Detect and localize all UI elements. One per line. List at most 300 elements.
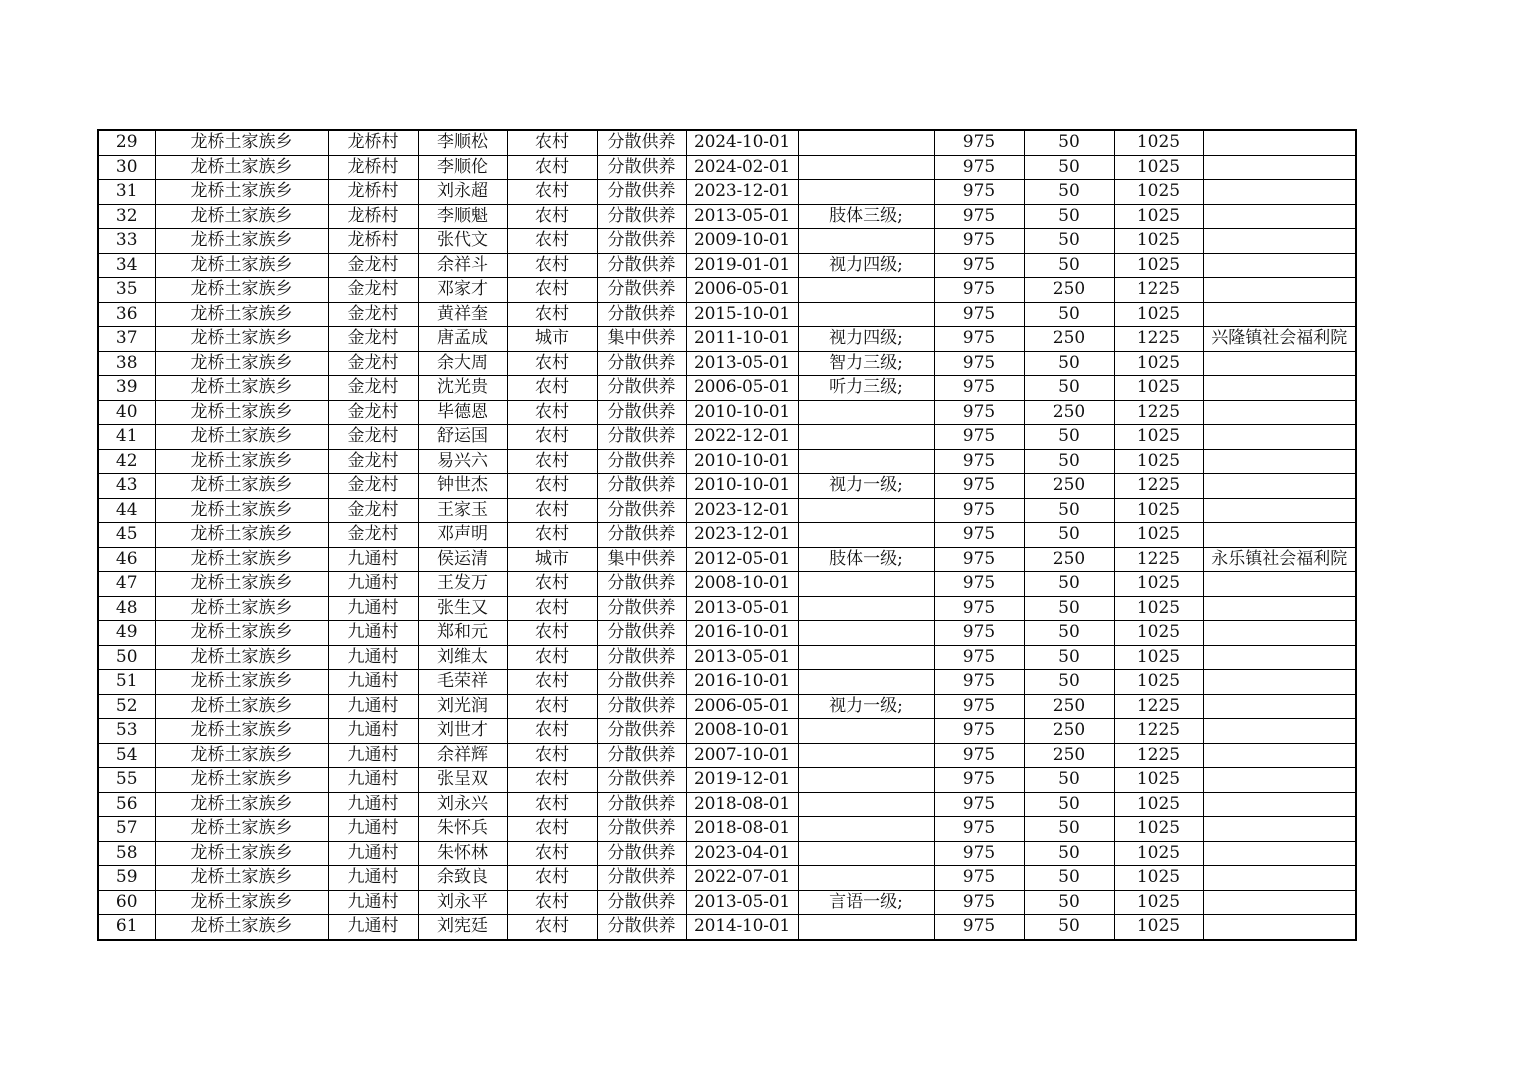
table-row	[98, 204, 1356, 229]
support-type-cell: 分散供养	[597, 621, 686, 646]
disability-cell: 言语一级;	[798, 890, 934, 915]
amount-base-cell: 975	[934, 743, 1024, 768]
support-type-cell: 分散供养	[597, 474, 686, 499]
household-cell: 农村	[507, 621, 597, 646]
disability-cell	[798, 572, 934, 597]
note-cell	[1203, 449, 1356, 474]
index-cell: 60	[98, 890, 155, 915]
table-row	[98, 351, 1356, 376]
amount-extra-cell: 50	[1024, 130, 1114, 155]
note-cell	[1203, 841, 1356, 866]
support-type-cell: 分散供养	[597, 425, 686, 450]
total-cell: 1225	[1114, 719, 1203, 744]
disability-cell: 视力四级;	[798, 253, 934, 278]
support-type-cell: 分散供养	[597, 400, 686, 425]
table-row	[98, 278, 1356, 303]
household-cell: 农村	[507, 400, 597, 425]
support-type-cell: 分散供养	[597, 204, 686, 229]
total-cell: 1025	[1114, 670, 1203, 695]
township-cell: 龙桥土家族乡	[155, 204, 328, 229]
date-cell: 2022-07-01	[686, 866, 798, 891]
name-cell: 张代文	[418, 229, 507, 254]
amount-extra-cell: 50	[1024, 180, 1114, 205]
village-cell: 金龙村	[328, 400, 418, 425]
name-cell: 刘世才	[418, 719, 507, 744]
name-cell: 张呈双	[418, 768, 507, 793]
village-cell: 龙桥村	[328, 229, 418, 254]
village-cell: 金龙村	[328, 498, 418, 523]
index-cell: 49	[98, 621, 155, 646]
support-type-cell: 分散供养	[597, 890, 686, 915]
support-type-cell: 分散供养	[597, 253, 686, 278]
village-cell: 金龙村	[328, 278, 418, 303]
amount-extra-cell: 50	[1024, 670, 1114, 695]
village-cell: 九通村	[328, 841, 418, 866]
township-cell: 龙桥土家族乡	[155, 253, 328, 278]
index-cell: 34	[98, 253, 155, 278]
township-cell: 龙桥土家族乡	[155, 400, 328, 425]
amount-base-cell: 975	[934, 204, 1024, 229]
household-cell: 农村	[507, 670, 597, 695]
date-cell: 2019-01-01	[686, 253, 798, 278]
note-cell	[1203, 278, 1356, 303]
amount-base-cell: 975	[934, 817, 1024, 842]
table-row	[98, 841, 1356, 866]
amount-base-cell: 975	[934, 768, 1024, 793]
amount-base-cell: 975	[934, 841, 1024, 866]
disability-cell	[798, 498, 934, 523]
note-cell	[1203, 351, 1356, 376]
date-cell: 2009-10-01	[686, 229, 798, 254]
township-cell: 龙桥土家族乡	[155, 449, 328, 474]
township-cell: 龙桥土家族乡	[155, 547, 328, 572]
amount-base-cell: 975	[934, 915, 1024, 940]
support-type-cell: 分散供养	[597, 130, 686, 155]
date-cell: 2012-05-01	[686, 547, 798, 572]
disability-cell	[798, 596, 934, 621]
table-row	[98, 180, 1356, 205]
support-type-cell: 分散供养	[597, 719, 686, 744]
name-cell: 易兴六	[418, 449, 507, 474]
township-cell: 龙桥土家族乡	[155, 180, 328, 205]
support-type-cell: 分散供养	[597, 792, 686, 817]
date-cell: 2018-08-01	[686, 792, 798, 817]
name-cell: 李顺松	[418, 130, 507, 155]
amount-base-cell: 975	[934, 498, 1024, 523]
index-cell: 29	[98, 130, 155, 155]
household-cell: 农村	[507, 351, 597, 376]
date-cell: 2010-10-01	[686, 400, 798, 425]
total-cell: 1225	[1114, 743, 1203, 768]
date-cell: 2013-05-01	[686, 596, 798, 621]
index-cell: 46	[98, 547, 155, 572]
support-type-cell: 分散供养	[597, 376, 686, 401]
table-row	[98, 376, 1356, 401]
note-cell	[1203, 890, 1356, 915]
total-cell: 1025	[1114, 866, 1203, 891]
total-cell: 1025	[1114, 841, 1203, 866]
village-cell: 九通村	[328, 670, 418, 695]
amount-extra-cell: 50	[1024, 645, 1114, 670]
total-cell: 1225	[1114, 400, 1203, 425]
total-cell: 1025	[1114, 155, 1203, 180]
note-cell	[1203, 302, 1356, 327]
village-cell: 九通村	[328, 572, 418, 597]
township-cell: 龙桥土家族乡	[155, 743, 328, 768]
index-cell: 56	[98, 792, 155, 817]
name-cell: 余祥辉	[418, 743, 507, 768]
note-cell	[1203, 425, 1356, 450]
township-cell: 龙桥土家族乡	[155, 596, 328, 621]
household-cell: 农村	[507, 278, 597, 303]
note-cell	[1203, 915, 1356, 940]
amount-extra-cell: 50	[1024, 523, 1114, 548]
township-cell: 龙桥土家族乡	[155, 302, 328, 327]
table-row	[98, 400, 1356, 425]
index-cell: 59	[98, 866, 155, 891]
index-cell: 33	[98, 229, 155, 254]
index-cell: 32	[98, 204, 155, 229]
amount-extra-cell: 50	[1024, 817, 1114, 842]
table-row	[98, 253, 1356, 278]
amount-extra-cell: 250	[1024, 719, 1114, 744]
date-cell: 2019-12-01	[686, 768, 798, 793]
index-cell: 37	[98, 327, 155, 352]
total-cell: 1225	[1114, 547, 1203, 572]
disability-cell	[798, 400, 934, 425]
amount-extra-cell: 250	[1024, 694, 1114, 719]
date-cell: 2010-10-01	[686, 474, 798, 499]
household-cell: 农村	[507, 890, 597, 915]
village-cell: 金龙村	[328, 351, 418, 376]
date-cell: 2023-04-01	[686, 841, 798, 866]
support-type-cell: 分散供养	[597, 572, 686, 597]
name-cell: 刘维太	[418, 645, 507, 670]
amount-extra-cell: 250	[1024, 278, 1114, 303]
date-cell: 2023-12-01	[686, 523, 798, 548]
household-cell: 农村	[507, 915, 597, 940]
support-recipient-table	[97, 129, 1357, 941]
date-cell: 2013-05-01	[686, 351, 798, 376]
household-cell: 农村	[507, 474, 597, 499]
total-cell: 1225	[1114, 278, 1203, 303]
note-cell	[1203, 400, 1356, 425]
name-cell: 邓家才	[418, 278, 507, 303]
disability-cell	[798, 302, 934, 327]
table-row	[98, 621, 1356, 646]
disability-cell	[798, 180, 934, 205]
support-type-cell: 分散供养	[597, 351, 686, 376]
village-cell: 金龙村	[328, 376, 418, 401]
table-row	[98, 792, 1356, 817]
support-type-cell: 分散供养	[597, 645, 686, 670]
total-cell: 1025	[1114, 890, 1203, 915]
disability-cell	[798, 670, 934, 695]
village-cell: 金龙村	[328, 425, 418, 450]
amount-extra-cell: 50	[1024, 890, 1114, 915]
table-row	[98, 866, 1356, 891]
disability-cell	[798, 915, 934, 940]
table-row	[98, 596, 1356, 621]
name-cell: 唐孟成	[418, 327, 507, 352]
table-row	[98, 130, 1356, 155]
support-type-cell: 分散供养	[597, 180, 686, 205]
note-cell	[1203, 253, 1356, 278]
township-cell: 龙桥土家族乡	[155, 841, 328, 866]
disability-cell	[798, 866, 934, 891]
support-type-cell: 分散供养	[597, 302, 686, 327]
note-cell	[1203, 130, 1356, 155]
date-cell: 2022-12-01	[686, 425, 798, 450]
village-cell: 龙桥村	[328, 180, 418, 205]
amount-base-cell: 975	[934, 719, 1024, 744]
note-cell	[1203, 474, 1356, 499]
village-cell: 九通村	[328, 817, 418, 842]
village-cell: 九通村	[328, 645, 418, 670]
support-type-cell: 集中供养	[597, 547, 686, 572]
amount-base-cell: 975	[934, 425, 1024, 450]
note-cell	[1203, 694, 1356, 719]
total-cell: 1025	[1114, 523, 1203, 548]
name-cell: 舒运国	[418, 425, 507, 450]
name-cell: 刘宪廷	[418, 915, 507, 940]
note-cell	[1203, 523, 1356, 548]
index-cell: 42	[98, 449, 155, 474]
township-cell: 龙桥土家族乡	[155, 670, 328, 695]
amount-extra-cell: 50	[1024, 155, 1114, 180]
support-type-cell: 分散供养	[597, 278, 686, 303]
total-cell: 1025	[1114, 645, 1203, 670]
village-cell: 九通村	[328, 915, 418, 940]
village-cell: 金龙村	[328, 449, 418, 474]
amount-base-cell: 975	[934, 572, 1024, 597]
disability-cell: 智力三级;	[798, 351, 934, 376]
total-cell: 1025	[1114, 204, 1203, 229]
village-cell: 九通村	[328, 719, 418, 744]
household-cell: 农村	[507, 425, 597, 450]
household-cell: 农村	[507, 229, 597, 254]
amount-base-cell: 975	[934, 376, 1024, 401]
support-type-cell: 分散供养	[597, 866, 686, 891]
index-cell: 43	[98, 474, 155, 499]
name-cell: 沈光贵	[418, 376, 507, 401]
note-cell	[1203, 229, 1356, 254]
total-cell: 1025	[1114, 449, 1203, 474]
total-cell: 1225	[1114, 327, 1203, 352]
village-cell: 龙桥村	[328, 155, 418, 180]
total-cell: 1025	[1114, 498, 1203, 523]
township-cell: 龙桥土家族乡	[155, 768, 328, 793]
village-cell: 九通村	[328, 596, 418, 621]
amount-base-cell: 975	[934, 229, 1024, 254]
table-row	[98, 302, 1356, 327]
village-cell: 金龙村	[328, 474, 418, 499]
index-cell: 40	[98, 400, 155, 425]
note-cell	[1203, 572, 1356, 597]
township-cell: 龙桥土家族乡	[155, 719, 328, 744]
household-cell: 农村	[507, 645, 597, 670]
township-cell: 龙桥土家族乡	[155, 474, 328, 499]
amount-base-cell: 975	[934, 327, 1024, 352]
index-cell: 53	[98, 719, 155, 744]
village-cell: 九通村	[328, 890, 418, 915]
disability-cell: 视力一级;	[798, 474, 934, 499]
date-cell: 2006-05-01	[686, 694, 798, 719]
date-cell: 2024-02-01	[686, 155, 798, 180]
township-cell: 龙桥土家族乡	[155, 130, 328, 155]
household-cell: 城市	[507, 547, 597, 572]
date-cell: 2013-05-01	[686, 645, 798, 670]
index-cell: 45	[98, 523, 155, 548]
amount-base-cell: 975	[934, 694, 1024, 719]
household-cell: 农村	[507, 866, 597, 891]
village-cell: 金龙村	[328, 302, 418, 327]
date-cell: 2010-10-01	[686, 449, 798, 474]
name-cell: 毕德恩	[418, 400, 507, 425]
table-row	[98, 890, 1356, 915]
table-row	[98, 694, 1356, 719]
support-type-cell: 分散供养	[597, 743, 686, 768]
disability-cell	[798, 817, 934, 842]
household-cell: 农村	[507, 694, 597, 719]
amount-extra-cell: 50	[1024, 915, 1114, 940]
village-cell: 九通村	[328, 743, 418, 768]
township-cell: 龙桥土家族乡	[155, 645, 328, 670]
date-cell: 2008-10-01	[686, 572, 798, 597]
amount-extra-cell: 250	[1024, 547, 1114, 572]
household-cell: 农村	[507, 302, 597, 327]
disability-cell	[798, 792, 934, 817]
date-cell: 2008-10-01	[686, 719, 798, 744]
total-cell: 1025	[1114, 302, 1203, 327]
note-cell	[1203, 792, 1356, 817]
index-cell: 52	[98, 694, 155, 719]
note-cell	[1203, 596, 1356, 621]
note-cell: 永乐镇社会福利院	[1203, 547, 1356, 572]
table-row	[98, 425, 1356, 450]
total-cell: 1025	[1114, 351, 1203, 376]
village-cell: 九通村	[328, 768, 418, 793]
date-cell: 2013-05-01	[686, 204, 798, 229]
name-cell: 刘永平	[418, 890, 507, 915]
disability-cell: 肢体一级;	[798, 547, 934, 572]
table-row	[98, 670, 1356, 695]
amount-base-cell: 975	[934, 890, 1024, 915]
township-cell: 龙桥土家族乡	[155, 572, 328, 597]
index-cell: 31	[98, 180, 155, 205]
township-cell: 龙桥土家族乡	[155, 817, 328, 842]
table-row	[98, 449, 1356, 474]
table-row	[98, 817, 1356, 842]
amount-extra-cell: 50	[1024, 229, 1114, 254]
village-cell: 九通村	[328, 694, 418, 719]
note-cell	[1203, 719, 1356, 744]
note-cell	[1203, 768, 1356, 793]
amount-extra-cell: 50	[1024, 841, 1114, 866]
total-cell: 1025	[1114, 425, 1203, 450]
note-cell	[1203, 621, 1356, 646]
total-cell: 1025	[1114, 572, 1203, 597]
disability-cell	[798, 743, 934, 768]
amount-extra-cell: 50	[1024, 449, 1114, 474]
name-cell: 朱怀兵	[418, 817, 507, 842]
table-row	[98, 523, 1356, 548]
disability-cell	[798, 523, 934, 548]
amount-base-cell: 975	[934, 596, 1024, 621]
village-cell: 龙桥村	[328, 130, 418, 155]
name-cell: 刘永超	[418, 180, 507, 205]
amount-base-cell: 975	[934, 180, 1024, 205]
total-cell: 1025	[1114, 180, 1203, 205]
household-cell: 农村	[507, 155, 597, 180]
name-cell: 刘光润	[418, 694, 507, 719]
amount-base-cell: 975	[934, 253, 1024, 278]
household-cell: 农村	[507, 841, 597, 866]
name-cell: 王家玉	[418, 498, 507, 523]
amount-base-cell: 975	[934, 523, 1024, 548]
index-cell: 36	[98, 302, 155, 327]
note-cell	[1203, 743, 1356, 768]
note-cell	[1203, 866, 1356, 891]
date-cell: 2016-10-01	[686, 621, 798, 646]
note-cell: 兴隆镇社会福利院	[1203, 327, 1356, 352]
disability-cell	[798, 841, 934, 866]
date-cell: 2013-05-01	[686, 890, 798, 915]
household-cell: 农村	[507, 572, 597, 597]
amount-base-cell: 975	[934, 351, 1024, 376]
township-cell: 龙桥土家族乡	[155, 694, 328, 719]
household-cell: 农村	[507, 180, 597, 205]
index-cell: 44	[98, 498, 155, 523]
table-row	[98, 498, 1356, 523]
date-cell: 2016-10-01	[686, 670, 798, 695]
table-row	[98, 743, 1356, 768]
table-row	[98, 229, 1356, 254]
amount-base-cell: 975	[934, 547, 1024, 572]
amount-extra-cell: 50	[1024, 572, 1114, 597]
household-cell: 农村	[507, 498, 597, 523]
household-cell: 农村	[507, 523, 597, 548]
name-cell: 毛荣祥	[418, 670, 507, 695]
household-cell: 农村	[507, 719, 597, 744]
disability-cell: 视力四级;	[798, 327, 934, 352]
index-cell: 50	[98, 645, 155, 670]
township-cell: 龙桥土家族乡	[155, 376, 328, 401]
household-cell: 农村	[507, 376, 597, 401]
total-cell: 1025	[1114, 792, 1203, 817]
support-type-cell: 分散供养	[597, 915, 686, 940]
total-cell: 1025	[1114, 229, 1203, 254]
note-cell	[1203, 155, 1356, 180]
total-cell: 1225	[1114, 474, 1203, 499]
name-cell: 朱怀林	[418, 841, 507, 866]
township-cell: 龙桥土家族乡	[155, 621, 328, 646]
table-row	[98, 474, 1356, 499]
support-type-cell: 分散供养	[597, 670, 686, 695]
index-cell: 41	[98, 425, 155, 450]
table-row	[98, 572, 1356, 597]
name-cell: 郑和元	[418, 621, 507, 646]
name-cell: 李顺伦	[418, 155, 507, 180]
amount-extra-cell: 250	[1024, 474, 1114, 499]
date-cell: 2006-05-01	[686, 376, 798, 401]
township-cell: 龙桥土家族乡	[155, 351, 328, 376]
index-cell: 38	[98, 351, 155, 376]
disability-cell	[798, 621, 934, 646]
date-cell: 2023-12-01	[686, 498, 798, 523]
amount-extra-cell: 250	[1024, 327, 1114, 352]
note-cell	[1203, 498, 1356, 523]
